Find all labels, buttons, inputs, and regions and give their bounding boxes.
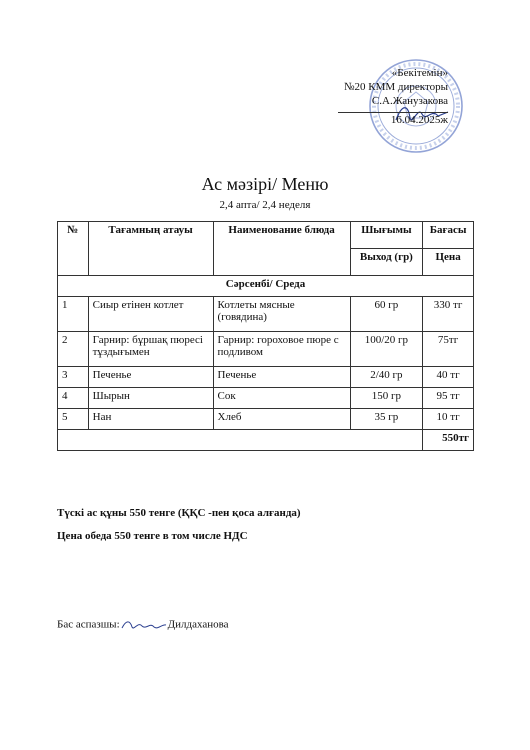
total-spacer	[58, 430, 423, 451]
cell-name-ru: Гарнир: гороховое пюре с подливом	[213, 332, 350, 367]
header-name-kz: Тағамның атауы	[88, 222, 213, 276]
cell-price: 10 тг	[423, 409, 474, 430]
chef-label: Бас аспазшы:	[57, 618, 120, 631]
cell-name-ru: Сок	[213, 388, 350, 409]
header-price-kz: Бағасы	[423, 222, 474, 249]
cell-num: 5	[58, 409, 89, 430]
cell-num: 2	[58, 332, 89, 367]
header-price-ru: Цена	[423, 249, 474, 276]
day-label: Сәрсенбі/ Среда	[58, 276, 474, 297]
cell-name-kz: Нан	[88, 409, 213, 430]
chef-signature	[120, 618, 168, 632]
cell-output: 100/20 гр	[350, 332, 423, 367]
chef-signature-line	[57, 618, 229, 632]
header-num: №	[58, 222, 89, 276]
cell-price: 75тг	[423, 332, 474, 367]
header-output-ru: Выход (гр)	[350, 249, 423, 276]
header-name-ru: Наименование блюда	[213, 222, 350, 276]
cell-output: 2/40 гр	[350, 367, 423, 388]
day-row	[58, 276, 474, 297]
cell-output: 150 гр	[350, 388, 423, 409]
cell-name-kz: Печенье	[88, 367, 213, 388]
cell-price: 330 тг	[423, 297, 474, 332]
chef-name: Дилдаханова	[167, 618, 229, 631]
cell-name-kz: Шырын	[88, 388, 213, 409]
cell-num: 1	[58, 297, 89, 332]
cell-output: 35 гр	[350, 409, 423, 430]
cell-name-ru: Хлеб	[213, 409, 350, 430]
approval-date: 16.04.2025ж	[338, 112, 448, 127]
cell-name-kz: Гарнир: бұршақ пюресі тұздығымен	[88, 332, 213, 367]
cell-num: 3	[58, 367, 89, 388]
cell-name-ru: Котлеты мясные (говядина)	[213, 297, 350, 332]
page-subtitle: 2,4 апта/ 2,4 неделя	[219, 199, 311, 211]
price-note-ru: Цена обеда 550 тенге в том числе НДС	[57, 530, 248, 542]
cell-output: 60 гр	[350, 297, 423, 332]
table-row	[58, 367, 474, 388]
total-row	[58, 430, 474, 451]
price-note-kz: Түскі ас құны 550 тенге (ҚҚС -пен қоса алғанда)	[57, 507, 301, 519]
header-output-kz: Шығымы	[350, 222, 423, 249]
page-title: Ас мәзірі/ Меню	[201, 174, 329, 194]
approval-line-director-name: С.А.Жанузакова	[371, 95, 448, 107]
table-row	[58, 332, 474, 367]
table-row	[58, 388, 474, 409]
approval-block	[338, 66, 448, 127]
cell-price: 95 тг	[423, 388, 474, 409]
cell-name-kz: Сиыр етінен котлет	[88, 297, 213, 332]
table-row	[58, 409, 474, 430]
approval-line-approve: «Бекітемін»	[391, 67, 448, 79]
table-row	[58, 297, 474, 332]
cell-price: 40 тг	[423, 367, 474, 388]
cell-num: 4	[58, 388, 89, 409]
cell-name-ru: Печенье	[213, 367, 350, 388]
total-price: 550тг	[423, 430, 474, 451]
table-header-row	[58, 222, 474, 249]
approval-line-position: №20 КММ директоры	[343, 81, 448, 93]
menu-table	[57, 221, 474, 451]
